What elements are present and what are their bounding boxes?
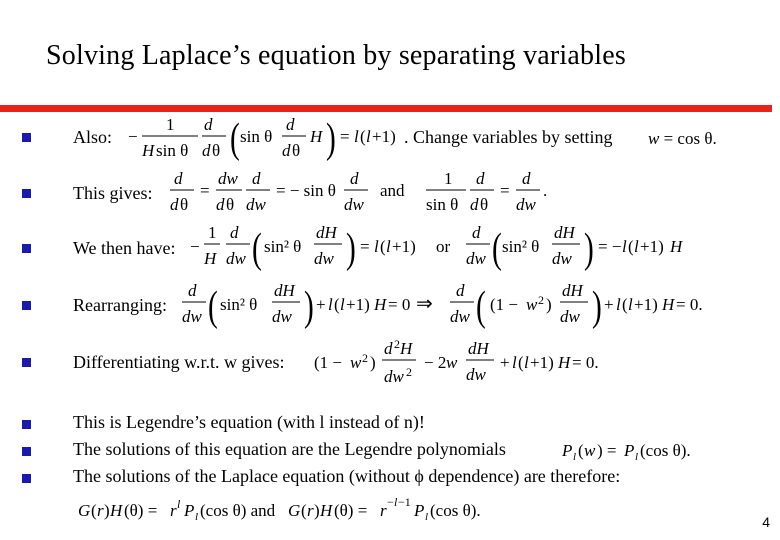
svg-text:= −: = −: [598, 237, 622, 256]
svg-text:(: (: [492, 224, 502, 272]
svg-text:): ): [314, 501, 320, 520]
svg-text:(: (: [334, 295, 340, 314]
svg-text:dw: dw: [226, 249, 246, 268]
svg-text:l: l: [195, 511, 199, 523]
svg-text:H: H: [558, 353, 571, 372]
svg-text:(1 −: (1 −: [490, 295, 518, 314]
svg-text:d: d: [384, 339, 393, 358]
svg-text:+: +: [604, 295, 614, 314]
svg-text:d: d: [174, 169, 183, 188]
svg-text:+1): +1): [530, 353, 554, 372]
svg-text:(cos θ).: (cos θ).: [640, 441, 691, 460]
svg-text:H: H: [310, 127, 323, 146]
svg-text:(: (: [208, 282, 218, 330]
svg-text:or: or: [436, 237, 451, 256]
svg-text:(cos θ) and: (cos θ) and: [200, 501, 276, 520]
svg-text:dw: dw: [344, 195, 364, 214]
svg-text:d: d: [188, 281, 197, 300]
bullet-8-text: The solutions of the Laplace equation (without ϕ dependence) are therefore:: [73, 466, 621, 486]
svg-text:P: P: [562, 441, 573, 460]
svg-text:(θ) =: (θ) =: [334, 501, 368, 520]
svg-text:=: =: [340, 127, 350, 146]
svg-text:r: r: [307, 501, 314, 520]
svg-text:1: 1: [208, 223, 217, 242]
svg-text:d: d: [252, 169, 261, 188]
svg-text:dw: dw: [272, 307, 292, 326]
svg-text:dw: dw: [450, 307, 470, 326]
svg-text:d: d: [476, 169, 485, 188]
svg-text:−: −: [128, 127, 138, 146]
bullet-marker: [22, 447, 31, 456]
svg-text:dH: dH: [562, 281, 583, 300]
svg-text:and: and: [380, 181, 405, 200]
svg-text:θ: θ: [292, 141, 301, 160]
svg-text:(1 −: (1 −: [314, 353, 342, 372]
svg-text:H: H: [204, 249, 217, 268]
svg-text:l: l: [628, 295, 633, 314]
svg-text:(: (: [301, 501, 307, 520]
svg-text:d: d: [170, 195, 179, 214]
svg-text:): ): [584, 224, 594, 272]
svg-text:H: H: [320, 501, 333, 520]
svg-text:l: l: [386, 237, 391, 256]
svg-text:sin θ: sin θ: [426, 195, 459, 214]
svg-text:.: .: [543, 181, 548, 200]
svg-text:(: (: [518, 353, 524, 372]
svg-text:d: d: [230, 223, 239, 242]
svg-text:(: (: [476, 282, 486, 330]
svg-text:G: G: [78, 501, 91, 520]
svg-text:+1): +1): [392, 237, 416, 256]
svg-text:sin θ: sin θ: [240, 127, 273, 146]
svg-text:): ): [370, 353, 376, 372]
svg-text:G: G: [288, 501, 301, 520]
bullet-6-text: This is Legendre’s equation (with l instead of n)!: [73, 412, 425, 432]
svg-text:H: H: [110, 501, 123, 520]
svg-text:d: d: [522, 169, 531, 188]
bullet-4-equation: [180, 278, 725, 334]
bullet-2-equation: [168, 168, 550, 218]
svg-text:dw: dw: [182, 307, 202, 326]
svg-text:d: d: [202, 141, 211, 160]
svg-text:r: r: [380, 501, 387, 520]
svg-text:1: 1: [166, 115, 175, 134]
svg-text:w: w: [526, 295, 538, 314]
svg-text:d: d: [470, 195, 479, 214]
svg-text:−: −: [190, 237, 200, 256]
svg-text:P: P: [624, 441, 635, 460]
svg-text:): ): [346, 224, 356, 272]
svg-text:(θ) =: (θ) =: [124, 501, 158, 520]
svg-text:l: l: [512, 353, 517, 372]
svg-text:+1): +1): [640, 237, 664, 256]
page-number: 4: [762, 514, 770, 530]
page-title: Solving Laplace’s equation by separating variables: [46, 40, 626, 71]
bullet-marker: [22, 474, 31, 483]
svg-text:=: =: [500, 181, 510, 200]
svg-text:w: w: [446, 353, 458, 372]
svg-text:= 0.: = 0.: [572, 353, 599, 372]
bullet-3-text: We then have:: [73, 238, 176, 258]
svg-text:−: −: [387, 495, 394, 509]
bullet-7-equation: [562, 436, 702, 464]
svg-text:P: P: [414, 501, 425, 520]
bullet-marker: [22, 301, 31, 310]
svg-text:(: (: [230, 114, 240, 162]
svg-text:d: d: [472, 223, 481, 242]
svg-text:dH: dH: [274, 281, 295, 300]
svg-text:= 0.: = 0.: [676, 295, 703, 314]
bullet-4-text: Rearranging:: [73, 295, 167, 315]
svg-text:l: l: [366, 127, 371, 146]
svg-text:sin² θ: sin² θ: [264, 237, 302, 256]
svg-text:2: 2: [538, 293, 544, 307]
bullet-1-trailing-text: . Change variables by setting: [404, 127, 613, 147]
svg-text:l: l: [425, 511, 429, 523]
svg-text:l: l: [524, 353, 529, 372]
svg-text:(: (: [360, 127, 366, 146]
bullet-1-trailing-equation: [648, 126, 728, 150]
svg-text:w: w: [584, 441, 596, 460]
bullet-1-equation: [126, 112, 416, 168]
svg-text:): ): [592, 282, 602, 330]
svg-text:l: l: [374, 237, 379, 256]
svg-text:(: (: [622, 295, 628, 314]
bullet-5-text: Differentiating w.r.t. w gives:: [73, 352, 285, 372]
bullet-3-equation: [190, 220, 690, 276]
svg-text:): ): [546, 295, 552, 314]
svg-text:(: (: [380, 237, 386, 256]
svg-text:dw: dw: [218, 169, 238, 188]
svg-text:l: l: [394, 495, 398, 509]
svg-text:H: H: [400, 339, 413, 358]
svg-text:) =: ) =: [597, 441, 617, 460]
svg-text:+1): +1): [372, 127, 396, 146]
svg-text:l: l: [616, 295, 621, 314]
svg-text:l: l: [634, 237, 639, 256]
svg-text:2: 2: [362, 351, 368, 365]
svg-text:H: H: [662, 295, 675, 314]
bullet-7-text: The solutions of this equation are the Legendre polynomials: [73, 439, 506, 459]
svg-text:l: l: [635, 451, 639, 463]
svg-text:d: d: [282, 141, 291, 160]
svg-text:sin² θ: sin² θ: [502, 237, 540, 256]
bullet-marker: [22, 420, 31, 429]
svg-text:+1): +1): [634, 295, 658, 314]
svg-text:d: d: [216, 195, 225, 214]
svg-text:l: l: [340, 295, 345, 314]
svg-text:θ: θ: [212, 141, 221, 160]
svg-text:= 0: = 0: [388, 295, 411, 314]
svg-text:d: d: [204, 115, 213, 134]
svg-text:r: r: [170, 501, 177, 520]
svg-text:(: (: [91, 501, 97, 520]
svg-text:(: (: [578, 441, 584, 460]
svg-text:=: =: [200, 181, 210, 200]
bullet-5-equation: [314, 336, 624, 392]
svg-text:dw: dw: [516, 195, 536, 214]
bullet-2-text: This gives:: [73, 183, 153, 203]
svg-text:H: H: [374, 295, 387, 314]
svg-text:l: l: [354, 127, 359, 146]
svg-text:): ): [304, 282, 314, 330]
bullet-1-text: Also:: [73, 127, 113, 147]
svg-text:+1): +1): [346, 295, 370, 314]
svg-text:+: +: [316, 295, 326, 314]
svg-text:d: d: [456, 281, 465, 300]
svg-text:r: r: [97, 501, 104, 520]
svg-text:P: P: [184, 501, 195, 520]
svg-text:l: l: [328, 295, 333, 314]
title-underline: [0, 105, 772, 112]
svg-text:sin² θ: sin² θ: [220, 295, 258, 314]
svg-text:θ: θ: [480, 195, 489, 214]
svg-text:θ: θ: [180, 195, 189, 214]
svg-text:− 2: − 2: [424, 353, 447, 372]
svg-text:l: l: [573, 451, 577, 463]
svg-text:dH: dH: [468, 339, 489, 358]
svg-text:+: +: [500, 353, 510, 372]
svg-text:θ: θ: [226, 195, 235, 214]
svg-text:sin θ: sin θ: [156, 141, 189, 160]
svg-text:−1: −1: [398, 495, 411, 509]
bullet-marker: [22, 358, 31, 367]
svg-text:dw: dw: [466, 249, 486, 268]
svg-text:2: 2: [406, 365, 412, 379]
svg-text:w = cos θ.: w = cos θ.: [648, 129, 717, 148]
svg-text:dw: dw: [246, 195, 266, 214]
svg-text:= − sin θ: = − sin θ: [276, 181, 336, 200]
svg-text:): ): [326, 114, 336, 162]
bullet-marker: [22, 244, 31, 253]
svg-text:(cos θ).: (cos θ).: [430, 501, 481, 520]
svg-text:dH: dH: [316, 223, 337, 242]
svg-text:d: d: [350, 169, 359, 188]
svg-text:dw: dw: [552, 249, 572, 268]
svg-text:dw: dw: [560, 307, 580, 326]
svg-text:dw: dw: [466, 365, 486, 384]
svg-text:dw: dw: [384, 367, 404, 386]
svg-text:⇒: ⇒: [416, 293, 433, 315]
svg-text:=: =: [360, 237, 370, 256]
svg-text:l: l: [177, 497, 181, 511]
svg-text:H: H: [142, 141, 155, 160]
svg-text:(: (: [628, 237, 634, 256]
svg-text:d: d: [286, 115, 295, 134]
bullet-marker: [22, 189, 31, 198]
svg-text:1: 1: [444, 169, 453, 188]
svg-text:H: H: [670, 237, 683, 256]
svg-text:dH: dH: [554, 223, 575, 242]
svg-text:dw: dw: [314, 249, 334, 268]
svg-text:(: (: [252, 224, 262, 272]
svg-text:l: l: [622, 237, 627, 256]
svg-text:w: w: [350, 353, 362, 372]
svg-text:2: 2: [394, 337, 400, 351]
bullet-marker: [22, 133, 31, 142]
bullet-8-equation: [78, 494, 518, 526]
svg-text:): ): [104, 501, 110, 520]
